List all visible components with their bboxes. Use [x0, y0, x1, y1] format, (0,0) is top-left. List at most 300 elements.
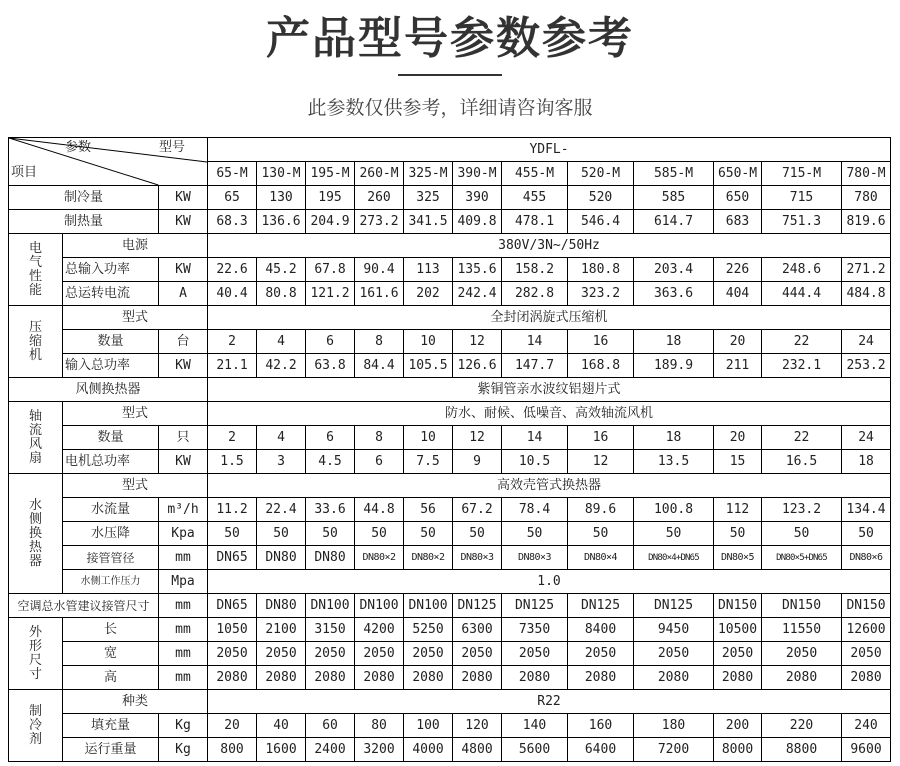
water-hx-type-row [9, 474, 891, 498]
value-cell: 4 [257, 426, 306, 450]
value-cell: 14 [502, 426, 568, 450]
unit-cell: mm [159, 666, 208, 690]
unit-cell: A [159, 282, 208, 306]
value-cell: 4 [257, 330, 306, 354]
value-cell: DN80×2 [355, 546, 404, 570]
value-cell: 16.5 [762, 450, 842, 474]
value-cell: 2080 [842, 666, 891, 690]
value-cell: 50 [568, 522, 634, 546]
value-cell: DN150 [842, 594, 891, 618]
compressor-count-row [9, 330, 891, 354]
unit-cell: KW [159, 186, 208, 210]
value-cell: DN80×5 [714, 546, 762, 570]
value-cell: 50 [208, 522, 257, 546]
fan-group [9, 402, 63, 474]
value-cell: 200 [714, 714, 762, 738]
unit-cell: Kg [159, 714, 208, 738]
cooling-row [9, 186, 891, 210]
header-row [9, 138, 891, 162]
value-cell: 273.2 [355, 210, 404, 234]
value-cell: 282.8 [502, 282, 568, 306]
work-pressure-value: 1.0 [208, 570, 891, 594]
value-cell: 2080 [404, 666, 453, 690]
value-cell: 147.7 [502, 354, 568, 378]
value-cell: 715 [762, 186, 842, 210]
water-flow-row [9, 498, 891, 522]
fan-type-label: 型式 [63, 402, 208, 426]
group-char: 外 [28, 624, 42, 640]
value-cell: 253.2 [842, 354, 891, 378]
value-cell: 4200 [355, 618, 404, 642]
value-cell: 160 [568, 714, 634, 738]
value-cell: 2050 [714, 642, 762, 666]
value-cell: 50 [306, 522, 355, 546]
value-cell: 2 [208, 426, 257, 450]
value-cell: 8000 [714, 738, 762, 762]
value-cell: 2050 [502, 642, 568, 666]
water-hx-type-label: 型式 [63, 474, 208, 498]
value-cell: DN80×4+DN65 [634, 546, 714, 570]
value-cell: 158.2 [502, 258, 568, 282]
unit-cell: 只 [159, 426, 208, 450]
value-cell: 9 [453, 450, 502, 474]
value-cell: 6300 [453, 618, 502, 642]
value-cell: 50 [453, 522, 502, 546]
pressure-drop-label: 水压降 [63, 522, 159, 546]
pipe-size-label: 接管管径 [63, 546, 159, 570]
value-cell: 1.5 [208, 450, 257, 474]
value-cell: 2050 [568, 642, 634, 666]
value-cell: 1600 [257, 738, 306, 762]
value-cell: 341.5 [404, 210, 453, 234]
value-cell: 50 [502, 522, 568, 546]
value-cell: 100 [404, 714, 453, 738]
refrigerant-type-row [9, 690, 891, 714]
group-char: 缩 [28, 333, 42, 349]
value-cell: 220 [762, 714, 842, 738]
value-cell: 140 [502, 714, 568, 738]
value-cell: 60 [306, 714, 355, 738]
value-cell: 520 [568, 186, 634, 210]
value-cell: 18 [634, 426, 714, 450]
value-cell: 20 [714, 426, 762, 450]
value-cell: 650 [714, 186, 762, 210]
power-supply-row [9, 234, 891, 258]
value-cell: 84.4 [355, 354, 404, 378]
value-cell: 1050 [208, 618, 257, 642]
value-cell: 585 [634, 186, 714, 210]
value-cell: 22.4 [257, 498, 306, 522]
value-cell: 105.5 [404, 354, 453, 378]
value-cell: 65 [208, 186, 257, 210]
value-cell: 6 [355, 450, 404, 474]
group-char: 热 [28, 539, 42, 555]
value-cell: 50 [762, 522, 842, 546]
value-cell: 404 [714, 282, 762, 306]
value-cell: 161.6 [355, 282, 404, 306]
compressor-power-row [9, 354, 891, 378]
value-cell: 7.5 [404, 450, 453, 474]
input-power-label: 总输入功率 [63, 258, 159, 282]
value-cell: 123.2 [762, 498, 842, 522]
fan-count-row [9, 426, 891, 450]
group-char: 流 [28, 422, 42, 438]
height-row [9, 666, 891, 690]
corner-params-label: 参数 [65, 140, 92, 155]
value-cell: 50 [355, 522, 404, 546]
value-cell: 478.1 [502, 210, 568, 234]
value-cell: 68.3 [208, 210, 257, 234]
value-cell: 24 [842, 426, 891, 450]
group-char: 尺 [28, 652, 42, 668]
air-hx-value: 紫铜管亲水波纹铝翅片式 [208, 378, 891, 402]
model-cell: 520-M [568, 162, 634, 186]
fan-type-row [9, 402, 891, 426]
compressor-group [9, 306, 63, 378]
value-cell: DN80×6 [842, 546, 891, 570]
value-cell: 13.5 [634, 450, 714, 474]
value-cell: 3150 [306, 618, 355, 642]
charge-row [9, 714, 891, 738]
compressor-power-label: 输入总功率 [63, 354, 159, 378]
value-cell: 2050 [453, 642, 502, 666]
value-cell: 180 [634, 714, 714, 738]
value-cell: 484.8 [842, 282, 891, 306]
model-cell: 325-M [404, 162, 453, 186]
value-cell: 120 [453, 714, 502, 738]
dimensions-group [9, 618, 63, 690]
group-char: 剂 [28, 731, 42, 747]
value-cell: 56 [404, 498, 453, 522]
value-cell: 363.6 [634, 282, 714, 306]
water-flow-label: 水流量 [63, 498, 159, 522]
value-cell: 22 [762, 330, 842, 354]
value-cell: 15 [714, 450, 762, 474]
heating-row [9, 210, 891, 234]
value-cell: 113 [404, 258, 453, 282]
value-cell: 168.8 [568, 354, 634, 378]
value-cell: 2050 [257, 642, 306, 666]
value-cell: 67.8 [306, 258, 355, 282]
value-cell: 33.6 [306, 498, 355, 522]
value-cell: DN80×3 [502, 546, 568, 570]
model-cell: 715-M [762, 162, 842, 186]
value-cell: 2050 [208, 642, 257, 666]
fan-power-label: 电机总功率 [63, 450, 159, 474]
value-cell: 2050 [404, 642, 453, 666]
electrical-group [9, 234, 63, 306]
group-char: 风 [28, 436, 42, 452]
group-char: 制 [28, 703, 42, 719]
compressor-count-label: 数量 [63, 330, 159, 354]
value-cell: 8400 [568, 618, 634, 642]
group-char: 性 [28, 268, 42, 284]
cooling-label: 制冷量 [9, 186, 159, 210]
unit-cell: KW [159, 450, 208, 474]
value-cell: 14 [502, 330, 568, 354]
value-cell: DN80×2 [404, 546, 453, 570]
group-char: 换 [28, 525, 42, 541]
group-char: 水 [28, 497, 42, 513]
power-supply-label: 电源 [63, 234, 208, 258]
value-cell: 10 [404, 426, 453, 450]
value-cell: 2080 [714, 666, 762, 690]
value-cell: 325 [404, 186, 453, 210]
value-cell: 9600 [842, 738, 891, 762]
value-cell: 2080 [762, 666, 842, 690]
value-cell: 2050 [306, 642, 355, 666]
value-cell: 18 [842, 450, 891, 474]
value-cell: 2080 [257, 666, 306, 690]
unit-cell: mm [159, 618, 208, 642]
value-cell: 6400 [568, 738, 634, 762]
value-cell: 2080 [355, 666, 404, 690]
current-label: 总运转电流 [63, 282, 159, 306]
value-cell: 8 [355, 330, 404, 354]
value-cell: 10.5 [502, 450, 568, 474]
value-cell: 22 [762, 426, 842, 450]
value-cell: 409.8 [453, 210, 502, 234]
value-cell: 444.4 [762, 282, 842, 306]
title-underline [398, 74, 502, 76]
value-cell: 11550 [762, 618, 842, 642]
value-cell: 6 [306, 426, 355, 450]
value-cell: 135.6 [453, 258, 502, 282]
model-cell: 650-M [714, 162, 762, 186]
value-cell: 136.6 [257, 210, 306, 234]
value-cell: DN100 [404, 594, 453, 618]
unit-cell: mm [159, 546, 208, 570]
value-cell: DN125 [502, 594, 568, 618]
value-cell: 2050 [762, 642, 842, 666]
value-cell: 455 [502, 186, 568, 210]
input-power-row [9, 258, 891, 282]
refrigerant-group [9, 690, 63, 762]
unit-cell: KW [159, 258, 208, 282]
value-cell: 819.6 [842, 210, 891, 234]
value-cell: 203.4 [634, 258, 714, 282]
model-cell: 780-M [842, 162, 891, 186]
value-cell: 2050 [842, 642, 891, 666]
charge-label: 填充量 [63, 714, 159, 738]
value-cell: 12600 [842, 618, 891, 642]
value-cell: 7200 [634, 738, 714, 762]
value-cell: 800 [208, 738, 257, 762]
value-cell: 44.8 [355, 498, 404, 522]
value-cell: 80.8 [257, 282, 306, 306]
value-cell: 2080 [306, 666, 355, 690]
pipe-size-row [9, 546, 891, 570]
value-cell: 4800 [453, 738, 502, 762]
current-row [9, 282, 891, 306]
value-cell: DN80 [257, 546, 306, 570]
weight-label: 运行重量 [63, 738, 159, 762]
value-cell: DN125 [568, 594, 634, 618]
value-cell: DN150 [714, 594, 762, 618]
value-cell: DN80×3 [453, 546, 502, 570]
unit-cell: Kpa [159, 522, 208, 546]
value-cell: 248.6 [762, 258, 842, 282]
value-cell: 45.2 [257, 258, 306, 282]
value-cell: 20 [714, 330, 762, 354]
value-cell: 20 [208, 714, 257, 738]
value-cell: 7350 [502, 618, 568, 642]
value-cell: 2080 [208, 666, 257, 690]
group-char: 电 [28, 240, 42, 256]
value-cell: 5600 [502, 738, 568, 762]
compressor-type-row [9, 306, 891, 330]
value-cell: 195 [306, 186, 355, 210]
value-cell: 50 [842, 522, 891, 546]
water-hx-group [9, 474, 63, 594]
value-cell: DN80×4 [568, 546, 634, 570]
group-char: 气 [28, 254, 42, 270]
value-cell: 2050 [355, 642, 404, 666]
value-cell: DN100 [306, 594, 355, 618]
corner-item-label: 项目 [11, 165, 38, 180]
value-cell: 12 [568, 450, 634, 474]
value-cell: 9450 [634, 618, 714, 642]
value-cell: 100.8 [634, 498, 714, 522]
value-cell: 18 [634, 330, 714, 354]
value-cell: 4000 [404, 738, 453, 762]
value-cell: 8800 [762, 738, 842, 762]
unit-cell: m³/h [159, 498, 208, 522]
value-cell: 121.2 [306, 282, 355, 306]
value-cell: 751.3 [762, 210, 842, 234]
value-cell: 683 [714, 210, 762, 234]
value-cell: 546.4 [568, 210, 634, 234]
value-cell: 204.9 [306, 210, 355, 234]
value-cell: 614.7 [634, 210, 714, 234]
value-cell: 16 [568, 426, 634, 450]
spec-table [8, 137, 891, 762]
value-cell: DN150 [762, 594, 842, 618]
value-cell: 271.2 [842, 258, 891, 282]
value-cell: 78.4 [502, 498, 568, 522]
value-cell: 22.6 [208, 258, 257, 282]
unit-cell: KW [159, 210, 208, 234]
group-char: 能 [28, 282, 42, 298]
value-cell: DN100 [355, 594, 404, 618]
value-cell: 67.2 [453, 498, 502, 522]
value-cell: 50 [634, 522, 714, 546]
model-cell: 585-M [634, 162, 714, 186]
value-cell: 2080 [453, 666, 502, 690]
group-char: 器 [28, 553, 42, 569]
value-cell: 4.5 [306, 450, 355, 474]
value-cell: 90.4 [355, 258, 404, 282]
value-cell: 5250 [404, 618, 453, 642]
work-pressure-row [9, 570, 891, 594]
group-char: 压 [28, 319, 42, 335]
value-cell: 50 [404, 522, 453, 546]
value-cell: 6 [306, 330, 355, 354]
value-cell: 780 [842, 186, 891, 210]
group-char: 形 [28, 638, 42, 654]
refrigerant-type-value: R22 [208, 690, 891, 714]
value-cell: 3200 [355, 738, 404, 762]
value-cell: 16 [568, 330, 634, 354]
value-cell: 211 [714, 354, 762, 378]
page-title: 产品型号参数参考 [266, 13, 634, 64]
work-pressure-label: 水侧工作压力 [63, 570, 159, 594]
value-cell: 130 [257, 186, 306, 210]
weight-row [9, 738, 891, 762]
fan-count-label: 数量 [63, 426, 159, 450]
unit-cell: mm [159, 594, 208, 618]
main-pipe-row [9, 594, 891, 618]
group-char: 寸 [28, 666, 42, 682]
refrigerant-type-label: 种类 [63, 690, 208, 714]
length-row [9, 618, 891, 642]
value-cell: 8 [355, 426, 404, 450]
value-cell: 2080 [502, 666, 568, 690]
fan-type-value: 防水、耐候、低噪音、高效轴流风机 [208, 402, 891, 426]
value-cell: 242.4 [453, 282, 502, 306]
value-cell: 232.1 [762, 354, 842, 378]
group-char: 冷 [28, 717, 42, 733]
table-corner-cell [9, 138, 208, 186]
water-hx-type-value: 高效壳管式换热器 [208, 474, 891, 498]
height-label: 高 [63, 666, 159, 690]
pressure-drop-row [9, 522, 891, 546]
page-subtitle: 此参数仅供参考，详细请咨询客服 [307, 97, 593, 119]
value-cell: DN65 [208, 546, 257, 570]
value-cell: 240 [842, 714, 891, 738]
series-name: YDFL- [208, 138, 891, 162]
value-cell: 2 [208, 330, 257, 354]
heating-label: 制热量 [9, 210, 159, 234]
value-cell: 180.8 [568, 258, 634, 282]
group-char: 侧 [28, 511, 42, 527]
unit-cell: 台 [159, 330, 208, 354]
fan-power-row [9, 450, 891, 474]
value-cell: 189.9 [634, 354, 714, 378]
value-cell: 80 [355, 714, 404, 738]
value-cell: DN80 [257, 594, 306, 618]
value-cell: 40.4 [208, 282, 257, 306]
value-cell: 226 [714, 258, 762, 282]
length-label: 长 [63, 618, 159, 642]
air-hx-row [9, 378, 891, 402]
value-cell: 202 [404, 282, 453, 306]
model-cell: 130-M [257, 162, 306, 186]
model-cell: 390-M [453, 162, 502, 186]
compressor-type-label: 型式 [63, 306, 208, 330]
value-cell: 11.2 [208, 498, 257, 522]
model-cell: 195-M [306, 162, 355, 186]
model-cell: 260-M [355, 162, 404, 186]
value-cell: 21.1 [208, 354, 257, 378]
value-cell: 63.8 [306, 354, 355, 378]
value-cell: 3 [257, 450, 306, 474]
value-cell: 2050 [634, 642, 714, 666]
width-label: 宽 [63, 642, 159, 666]
power-supply-value: 380V/3N~/50Hz [208, 234, 891, 258]
value-cell: 126.6 [453, 354, 502, 378]
model-cell: 65-M [208, 162, 257, 186]
corner-model-label: 型号 [159, 140, 186, 155]
value-cell: 2100 [257, 618, 306, 642]
air-hx-label: 风侧换热器 [9, 378, 208, 402]
model-cell: 455-M [502, 162, 568, 186]
group-char: 轴 [28, 408, 42, 424]
unit-cell: Mpa [159, 570, 208, 594]
value-cell: 50 [714, 522, 762, 546]
value-cell: 12 [453, 426, 502, 450]
value-cell: DN80 [306, 546, 355, 570]
